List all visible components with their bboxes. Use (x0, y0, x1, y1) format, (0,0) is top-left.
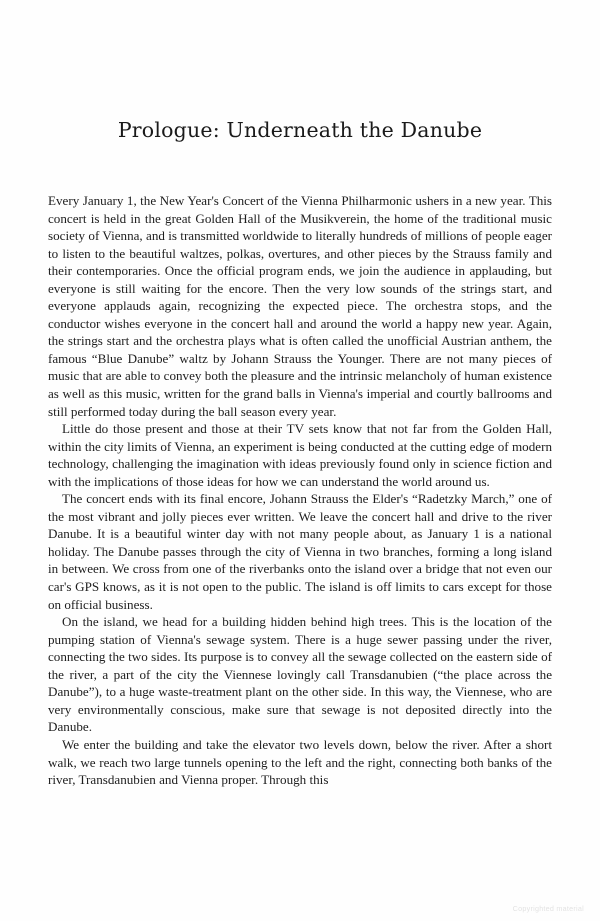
copyright-watermark: Copyrighted material (512, 904, 584, 913)
body-text-block (48, 192, 552, 789)
paragraph: Every January 1, the New Year's Concert of the Vienna Philharmonic ushers in a new year. This concert is held in the great Golden Hall of the Musikverein, the home of the traditional music society of Vienna, and is transmitted worldwide to literally hundreds of millions of people eager to listen to the beautiful waltzes, polkas, overtures, and other pieces by the Strauss family and their contemporaries. Once the official program ends, we join the audience in applauding, but everyone is still waiting for the encore. Then the very low sounds of the strings start, and everyone applauds again, recognizing the expected piece. The orchestra stops, and the conductor wishes everyone in the concert hall and around the world a happy new year. Again, the strings start and the orchestra plays what is often called the unofficial Austrian anthem, the famous “Blue Danube” waltz by Johann Strauss the Younger. There are not many pieces of music that are able to convey both the pleasure and the intrinsic melancholy of human existence as well as this music, written for the grand balls in Vienna's imperial and courtly ballrooms and still performed today during the ball season every year. (48, 193, 552, 419)
page-title: Prologue: Underneath the Danube (117, 118, 483, 142)
paragraph: Little do those present and those at their TV sets know that not far from the Golden Hall, within the city limits of Vienna, an experiment is being conducted at the cutting edge of modern technology, challenging the imagination with ideas previously found only in science fiction and with the implications of those ideas for how we can understand the world around us. (48, 421, 552, 489)
paragraph: On the island, we head for a building hidden behind high trees. This is the location of the pumping station of Vienna's sewage system. There is a huge sewer passing under the river, connecting the two sides. Its purpose is to convey all the sewage collected on the eastern side of the river, a part of the city the Viennese lovingly call Transdanubien (“the place across the Danube”), to a huge waste-treatment plant on the other side. In this way, the Viennese, who are very environmentally conscious, make sure that sewage is not deposited directly into the Danube. (48, 614, 552, 735)
paragraph: The concert ends with its final encore, Johann Strauss the Elder's “Radetzky March,” one of the most vibrant and jolly pieces ever written. We leave the concert hall and drive to the river Danube. It is a beautiful winter day with not many people about, as January 1 is a national holiday. The Danube passes through the city of Vienna in two branches, forming a long island in between. We cross from one of the riverbanks onto the island over a bridge that not even our car's GPS knows, as it is not open to the public. The island is off limits to cars except for those on official business. (48, 491, 552, 612)
paragraph: We enter the building and take the elevator two levels down, below the river. After a short walk, we reach two large tunnels opening to the left and the right, connecting both banks of the river, Transdanubien and Vienna proper. Through this (48, 736, 552, 788)
